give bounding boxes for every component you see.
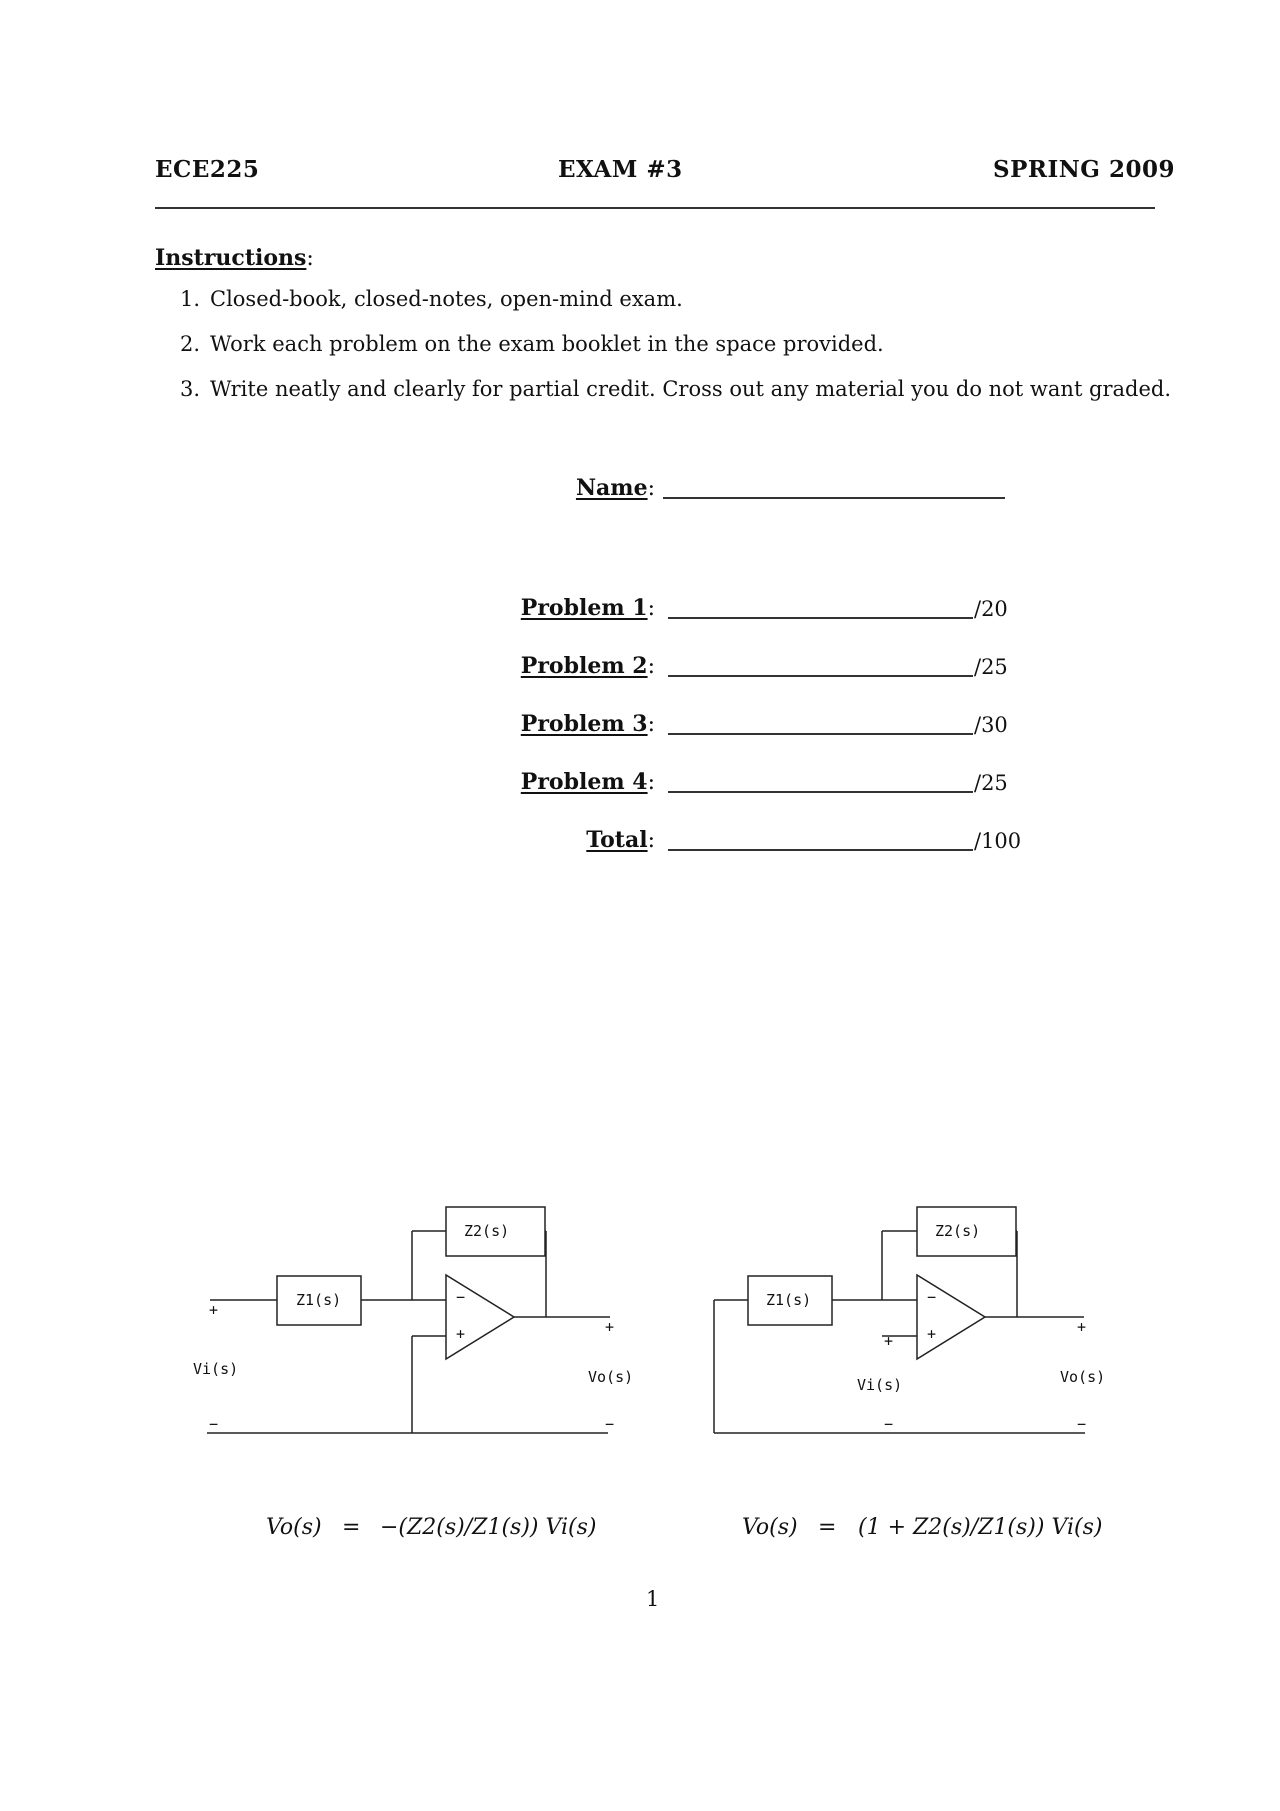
vo-label: Vo(s) <box>588 1368 634 1386</box>
score-label-text: Problem 4 <box>520 769 648 795</box>
noninverting-amplifier-circuit <box>714 1207 1085 1433</box>
max-points: /30 <box>974 713 1008 737</box>
inverting-equation-equals: = <box>342 1515 361 1540</box>
instruction-number: 2. <box>180 332 201 356</box>
score-label-text: Total <box>586 827 648 853</box>
opamp-plus-label: + <box>927 1325 937 1343</box>
instructions-title: Instructions <box>155 245 307 271</box>
z2-label: Z2(s) <box>464 1222 510 1240</box>
opamp-minus-label: − <box>456 1288 466 1306</box>
z1-label: Z1(s) <box>766 1291 812 1309</box>
output-plus-label: + <box>605 1318 615 1336</box>
instruction-text: Closed-book, closed-notes, open-mind exam. <box>210 287 683 311</box>
course-code: ECE225 <box>155 156 260 183</box>
z1-label: Z1(s) <box>296 1291 342 1309</box>
score-label-problem-3: Problem 3: <box>520 711 655 737</box>
instruction-number: 3. <box>180 377 201 401</box>
exam-title: EXAM #3 <box>558 156 683 183</box>
instruction-number: 1. <box>180 287 201 311</box>
score-label-text: Problem 1 <box>520 595 648 621</box>
score-label-text: Problem 3 <box>520 711 648 737</box>
opamp-plus-label: + <box>456 1325 466 1343</box>
name-label: Name: <box>575 475 655 501</box>
input-plus-label: + <box>209 1301 219 1319</box>
inverting-equation-lhs: Vo(s) <box>266 1515 322 1540</box>
input-plus-label: + <box>884 1332 894 1350</box>
vi-label: Vi(s) <box>193 1360 239 1378</box>
inverting-amplifier-circuit <box>207 1207 610 1433</box>
page-number: 1 <box>646 1587 660 1611</box>
score-label-text: Problem 2 <box>520 653 648 679</box>
vi-label: Vi(s) <box>857 1376 903 1394</box>
instruction-text: Write neatly and clearly for partial credit. Cross out any material you do not want graded. <box>210 377 1172 401</box>
max-points: /25 <box>974 771 1008 795</box>
name-label-text: Name <box>575 475 648 501</box>
score-label-problem-2: Problem 2: <box>520 653 655 679</box>
score-label-total: Total: <box>586 827 655 853</box>
vo-label: Vo(s) <box>1060 1368 1106 1386</box>
noninverting-equation-rhs: (1 + Z2(s)/Z1(s)) Vi(s) <box>858 1515 1103 1540</box>
inverting-equation-rhs: −(Z2(s)/Z1(s)) Vi(s) <box>380 1515 597 1540</box>
input-minus-label: − <box>209 1415 219 1433</box>
exam-term: SPRING 2009 <box>993 156 1175 183</box>
output-minus-label: − <box>605 1415 615 1433</box>
opamp-minus-label: − <box>927 1288 937 1306</box>
max-points: /20 <box>974 597 1008 621</box>
score-label-problem-1: Problem 1: <box>520 595 655 621</box>
max-points: /25 <box>974 655 1008 679</box>
max-points: /100 <box>974 829 1022 853</box>
input-minus-label: − <box>884 1415 894 1433</box>
output-minus-label: − <box>1077 1415 1087 1433</box>
output-plus-label: + <box>1077 1318 1087 1336</box>
noninverting-equation-equals: = <box>818 1515 837 1540</box>
noninverting-equation-lhs: Vo(s) <box>742 1515 798 1540</box>
z2-label: Z2(s) <box>935 1222 981 1240</box>
instruction-text: Work each problem on the exam booklet in the space provided. <box>210 332 884 356</box>
score-label-problem-4: Problem 4: <box>520 769 655 795</box>
instructions-heading: Instructions: <box>155 245 314 271</box>
